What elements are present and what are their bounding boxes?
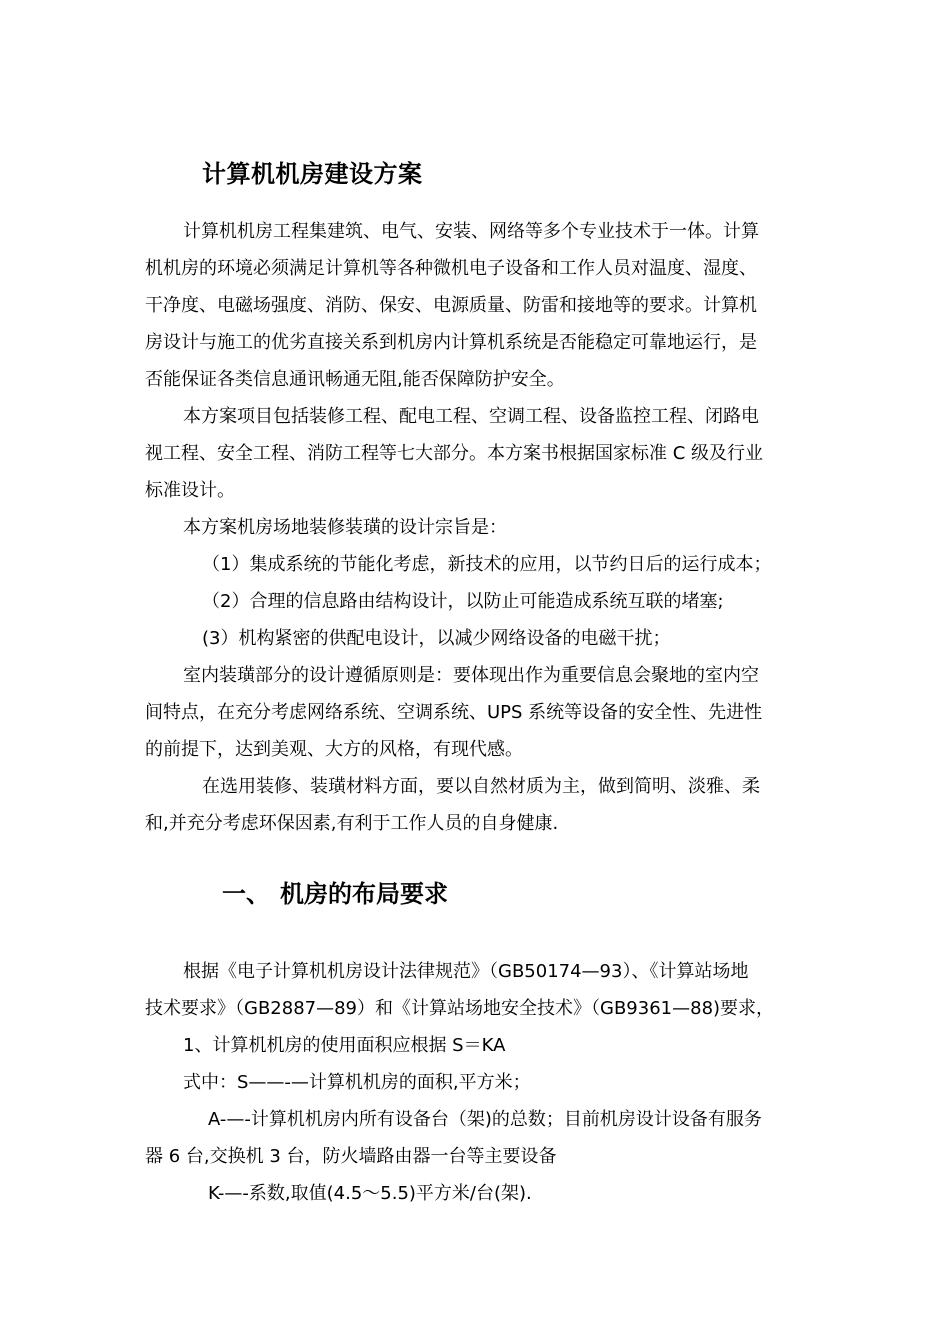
intro-line: 和,并充分考虑环保因素,有利于工作人员的自身健康. (145, 813, 559, 834)
section-title: 机房的布局要求 (280, 880, 448, 908)
section-line: A-—-计算机机房内所有设备台（架)的总数；目前机房设计设备有服务 (208, 1109, 762, 1130)
section-heading (222, 874, 448, 909)
intro-line: 本方案机房场地装修装璜的设计宗旨是： (183, 517, 507, 538)
section-line: 器 6 台,交换机 3 台，防火墙路由器一台等主要设备 (145, 1146, 557, 1167)
intro-line: 干净度、电磁场强度、消防、保安、电源质量、防雷和接地等的要求。计算机 (145, 295, 757, 316)
document-title: 计算机机房建设方案 (202, 160, 423, 188)
intro-line: 否能保证各类信息通讯畅通无阻,能否保障防护安全。 (145, 369, 565, 390)
intro-line: 标准设计。 (145, 480, 235, 501)
section-line: 式中：S——-—计算机机房的面积,平方米； (183, 1072, 531, 1093)
intro-line: 的前提下，达到美观、大方的风格，有现代感。 (145, 739, 523, 760)
intro-line: 室内装璜部分的设计遵循原则是：要体现出作为重要信息会聚地的室内空 (183, 665, 759, 686)
design-point: (3）机构紧密的供配电设计，以减少网络设备的电磁干扰； (202, 628, 671, 649)
intro-line: 计算机机房工程集建筑、电气、安装、网络等多个专业技术于一体。计算 (183, 221, 759, 242)
intro-line: 视工程、安全工程、消防工程等七大部分。本方案书根据国家标准 C 级及行业 (145, 443, 764, 464)
intro-line: 间特点，在充分考虑网络系统、空调系统、UPS 系统等设备的安全性、先进性 (145, 702, 763, 723)
section-line: 根据《电子计算机机房设计法律规范》（GB50174—93）、《计算站场地 (183, 961, 749, 982)
intro-line: 本方案项目包括装修工程、配电工程、空调工程、设备监控工程、闭路电 (183, 406, 759, 427)
design-point: （1）集成系统的节能化考虑，新技术的应用，以节约日后的运行成本； (202, 554, 772, 575)
intro-line: 在选用装修、装璜材料方面，要以自然材质为主，做到简明、淡雅、柔 (202, 776, 760, 797)
intro-line: 机机房的环境必须满足计算机等各种微机电子设备和工作人员对温度、湿度、 (145, 258, 757, 279)
section-line: K-—-系数,取值(4.5～5.5)平方米/台(架). (208, 1183, 532, 1204)
design-point: （2）合理的信息路由结构设计，以防止可能造成系统互联的堵塞; (202, 591, 724, 612)
section-line: 1、计算机机房的使用面积应根据 S＝KA (183, 1035, 506, 1056)
intro-line: 房设计与施工的优劣直接关系到机房内计算机系统是否能稳定可靠地运行，是 (145, 332, 757, 353)
section-number: 一、 (222, 880, 270, 908)
section-line: 技术要求》（GB2887—89）和《计算站场地安全技术》（GB9361—88)要求， (145, 998, 775, 1019)
